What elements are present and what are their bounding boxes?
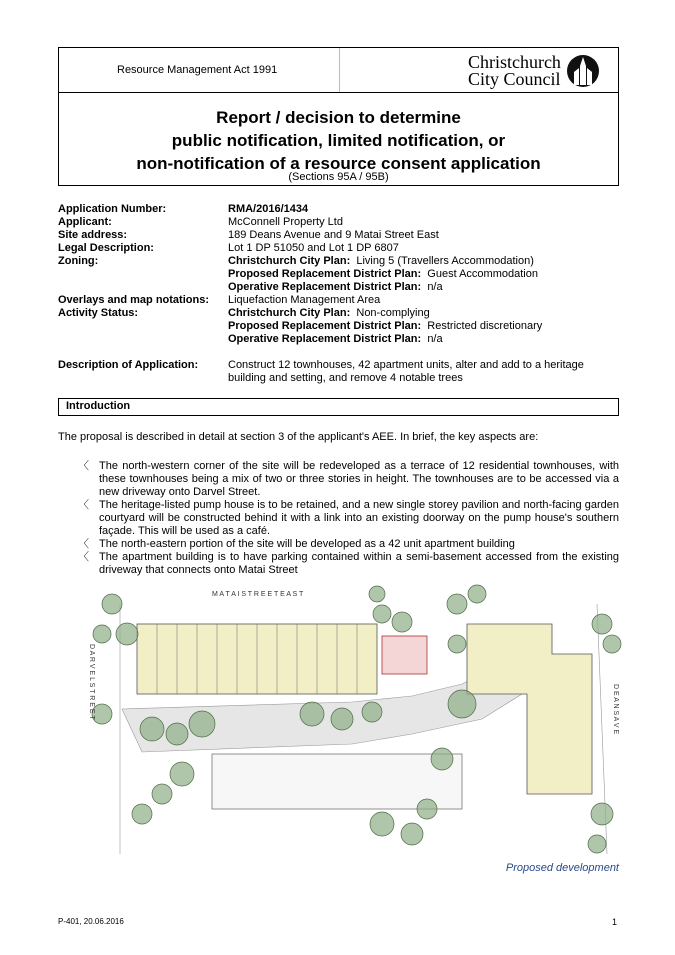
sub-value: n/a [427, 281, 443, 293]
bullet-text: The heritage-listed pump house is to be retained, and a new single storey pavilion and north-facing garden courtyard will be constructed behind it with a link into an existing doorway on the pump house's southern façade. This will be used as a café. [99, 499, 619, 537]
title-line-1: Report / decision to determine [216, 108, 461, 127]
bullet-marker: 〈 [78, 460, 89, 472]
street-north-label: M A T A I S T R E E T E A S T [212, 591, 304, 598]
label: Zoning: [58, 255, 99, 267]
bullet-marker: 〈 [78, 551, 89, 563]
sub-value: Restricted discretionary [427, 320, 543, 332]
footer-reference: P-401, 20.06.2016 [58, 917, 124, 926]
header-box [58, 47, 619, 186]
label: Applicant: [58, 216, 112, 228]
report-subtitle: (Sections 95A / 95B) [288, 171, 389, 183]
sub-label: Christchurch City Plan: [228, 255, 351, 267]
act-title: Resource Management Act 1991 [117, 64, 278, 76]
logo-line-1: Christchurch [467, 52, 561, 72]
label: Site address: [58, 229, 128, 241]
value [228, 255, 618, 268]
value: Liquefaction Management Area [228, 294, 381, 306]
bullet-marker: 〈 [78, 538, 89, 550]
intro-paragraph: The proposal is described in detail at section 3 of the applicant's AEE. In brief, the key aspects are: [58, 431, 539, 443]
label: Overlays and map notations: [58, 294, 209, 306]
council-logo [468, 54, 600, 88]
header-top-row [59, 48, 618, 93]
sub-label: Operative Replacement District Plan: [228, 333, 422, 345]
value: Lot 1 DP 51050 and Lot 1 DP 6807 [228, 242, 399, 254]
report-title [59, 106, 618, 175]
street-east-label: D E A N S A V E [612, 684, 619, 735]
value [228, 307, 618, 320]
sub-label: Proposed Replacement District Plan: [228, 320, 422, 332]
value [228, 268, 618, 281]
sub-label: Proposed Replacement District Plan: [228, 268, 422, 280]
value: RMA/2016/1434 [228, 203, 309, 215]
bullet-text: The apartment building is to have parking contained within a semi-basement accessed from the existing driveway that connects onto Matai Street [99, 551, 619, 576]
street-west-label: D A R V E L S T R E E T [88, 644, 95, 720]
sub-label: Operative Replacement District Plan: [228, 281, 422, 293]
value: 189 Deans Avenue and 9 Matai Street East [228, 229, 439, 241]
label: Description of Application: [58, 359, 199, 371]
site-plan-image [82, 584, 622, 864]
page-number: 1 [611, 917, 617, 927]
plan-caption: Proposed development [505, 862, 619, 874]
bullet-text: The north-eastern portion of the site will be developed as a 42 unit apartment building [99, 538, 515, 550]
bullet-marker: 〈 [78, 499, 89, 511]
bullet-text: The north-western corner of the site will be redeveloped as a terrace of 12 residential townhouses, with these townhouses being a mix of two or three stories in height. The townhouses are to be accessed via a new driveway onto Darvel Street. [99, 460, 619, 498]
value [228, 333, 618, 346]
sub-value: n/a [427, 333, 443, 345]
value: Construct 12 townhouses, 42 apartment units, alter and add to a heritage building and setting, and remove 4 notable trees [228, 359, 584, 384]
label: Legal Description: [58, 242, 154, 254]
title-line-2: public notification, limited notification, or [171, 131, 506, 150]
introduction-heading: Introduction [58, 398, 619, 416]
sub-value: Non-complying [356, 307, 430, 319]
cathedral-logo-icon [566, 54, 600, 88]
title-line-3: non-notification of a resource consent application [136, 154, 541, 173]
value [228, 320, 618, 333]
sub-value: Guest Accommodation [427, 268, 538, 280]
label: Application Number: [58, 203, 167, 215]
sub-value: Living 5 (Travellers Accommodation) [356, 255, 534, 267]
logo-line-2: City Council [467, 69, 561, 89]
value [228, 281, 618, 294]
value: McConnell Property Ltd [228, 216, 343, 228]
sub-label: Christchurch City Plan: [228, 307, 351, 319]
header-divider [339, 48, 340, 92]
label: Activity Status: [58, 307, 139, 319]
